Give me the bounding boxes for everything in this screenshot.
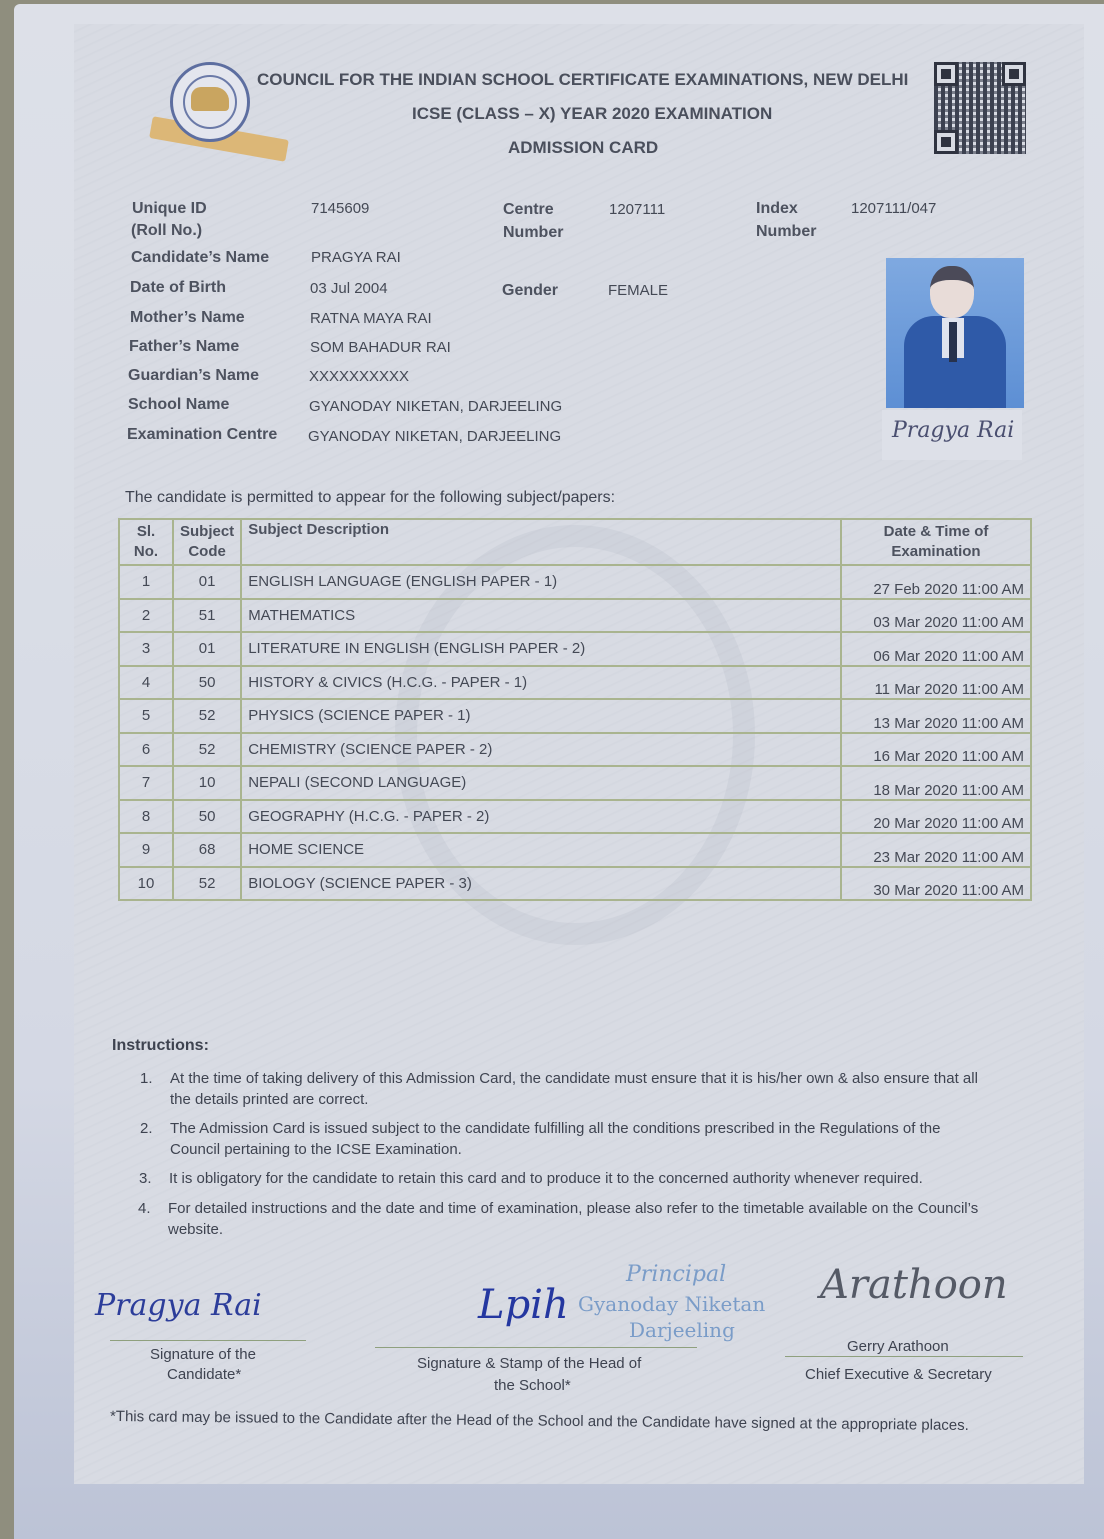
subject-description-cell: MATHEMATICS [241, 599, 841, 633]
subject-description-cell: LITERATURE IN ENGLISH (ENGLISH PAPER - 2) [241, 632, 841, 666]
sl-no-cell: 10 [119, 867, 173, 901]
sl-no-cell: 7 [119, 766, 173, 800]
sl-no-cell: 5 [119, 699, 173, 733]
subject-code-cell: 50 [173, 800, 241, 834]
subject-code-cell: 68 [173, 833, 241, 867]
candidate-signature: Pragya Rai [95, 1288, 262, 1323]
secretary-name: Gerry Arathoon [847, 1338, 949, 1355]
subjects-intro: The candidate is permitted to appear for the following subject/papers: [125, 489, 616, 506]
father-name-value: SOM BAHADUR RAI [310, 339, 451, 356]
table-row [119, 766, 1031, 800]
guardian-name-label: Guardian’s Name [128, 367, 260, 384]
col-sl-no: Sl. No. [119, 519, 173, 565]
exam-centre-label: Examination Centre [127, 426, 278, 443]
table-row [119, 666, 1031, 700]
sl-no-cell: 2 [119, 599, 173, 633]
col-subject-description: Subject Description [241, 519, 841, 565]
card-title: ADMISSION CARD [508, 138, 659, 157]
table-row [119, 733, 1031, 767]
subject-code-cell: 01 [173, 565, 241, 599]
table-row [119, 699, 1031, 733]
date-time-cell: 23 Mar 2020 11:00 AM [841, 833, 1031, 867]
council-name: COUNCIL FOR THE INDIAN SCHOOL CERTIFICATE EXAMINATIONS, NEW DELHI [257, 70, 909, 89]
sl-no-cell: 8 [119, 800, 173, 834]
date-time-cell: 16 Mar 2020 11:00 AM [841, 733, 1031, 767]
table-row [119, 833, 1031, 867]
dob-label: Date of Birth [130, 279, 226, 296]
head-signature-label: Signature & Stamp of the Head of [417, 1355, 642, 1372]
date-time-cell: 27 Feb 2020 11:00 AM [841, 565, 1031, 599]
date-time-cell: 03 Mar 2020 11:00 AM [841, 599, 1031, 633]
subject-description-cell: HISTORY & CIVICS (H.C.G. - PAPER - 1) [241, 666, 841, 700]
table-row [119, 632, 1031, 666]
school-stamp-name: Gyanoday Niketan [578, 1292, 766, 1316]
mother-name-value: RATNA MAYA RAI [310, 310, 432, 327]
sl-no-cell: 3 [119, 632, 173, 666]
candidate-signature-label-2: Candidate* [167, 1366, 242, 1383]
subject-description-cell: ENGLISH LANGUAGE (ENGLISH PAPER - 1) [241, 565, 841, 599]
photo-signature-strip [882, 410, 1022, 460]
roll-no-label: (Roll No.) [131, 222, 203, 239]
centre-label: Centre [503, 201, 554, 218]
subject-code-cell: 52 [173, 867, 241, 901]
sl-no-cell: 9 [119, 833, 173, 867]
subject-code-cell: 50 [173, 666, 241, 700]
sl-no-cell: 1 [119, 565, 173, 599]
centre-number-value: 1207111 [609, 201, 666, 218]
table-row [119, 565, 1031, 599]
subject-code-cell: 01 [173, 632, 241, 666]
candidate-name-value: PRAGYA RAI [311, 249, 401, 266]
head-signature: Lpih [478, 1282, 569, 1328]
dob-value: 03 Jul 2004 [310, 280, 388, 297]
secretary-signature-line [785, 1356, 1023, 1357]
subject-description-cell: CHEMISTRY (SCIENCE PAPER - 2) [241, 733, 841, 767]
subject-code-cell: 10 [173, 766, 241, 800]
date-time-cell: 20 Mar 2020 11:00 AM [841, 800, 1031, 834]
gender-label: Gender [502, 282, 559, 299]
secretary-title: Chief Executive & Secretary [805, 1366, 992, 1383]
subject-code-cell: 52 [173, 733, 241, 767]
elephant-icon [191, 87, 229, 111]
date-time-cell: 11 Mar 2020 11:00 AM [841, 666, 1031, 700]
subject-description-cell: HOME SCIENCE [241, 833, 841, 867]
col-date-time: Date & Time of Examination [841, 519, 1031, 565]
mother-name-label: Mother’s Name [130, 309, 245, 326]
candidate-name-label: Candidate’s Name [131, 249, 270, 266]
exam-centre-value: GYANODAY NIKETAN, DARJEELING [308, 428, 562, 445]
unique-id-value: 7145609 [311, 200, 370, 217]
subjects-table [118, 518, 1032, 901]
subject-code-cell: 52 [173, 699, 241, 733]
date-time-cell: 06 Mar 2020 11:00 AM [841, 632, 1031, 666]
unique-id-label: Unique ID [132, 200, 207, 217]
footnote: *This card may be issued to the Candidate after the Head of the School and the Candidate have signed at the appropriate places. [109, 1408, 969, 1434]
school-stamp-principal: Principal [626, 1262, 727, 1287]
index-number-value: 1207111/047 [851, 200, 937, 217]
subject-description-cell: NEPALI (SECOND LANGUAGE) [241, 766, 841, 800]
sl-no-cell: 6 [119, 733, 173, 767]
date-time-cell: 30 Mar 2020 11:00 AM [841, 867, 1031, 901]
photo-signature: Pragya Rai [892, 418, 1015, 443]
secretary-signature: Arathoon [820, 1262, 1008, 1308]
table-header-row [119, 519, 1031, 565]
candidate-signature-line [110, 1340, 306, 1341]
centre-number-label: Number [503, 224, 564, 241]
sl-no-cell: 4 [119, 666, 173, 700]
index-label: Index [756, 200, 798, 217]
head-signature-line [375, 1347, 697, 1348]
subject-code-cell: 51 [173, 599, 241, 633]
school-stamp-place: Darjeeling [629, 1318, 735, 1342]
date-time-cell: 18 Mar 2020 11:00 AM [841, 766, 1031, 800]
table-row [119, 599, 1031, 633]
col-subject-code: Subject Code [173, 519, 241, 565]
qr-code-icon [934, 62, 1026, 154]
guardian-name-value: XXXXXXXXXX [309, 368, 410, 385]
subject-description-cell: GEOGRAPHY (H.C.G. - PAPER - 2) [241, 800, 841, 834]
table-row [119, 867, 1031, 901]
date-time-cell: 13 Mar 2020 11:00 AM [841, 699, 1031, 733]
index-number-label: Number [756, 223, 817, 240]
exam-title: ICSE (CLASS – X) YEAR 2020 EXAMINATION [412, 104, 773, 123]
subject-description-cell: BIOLOGY (SCIENCE PAPER - 3) [241, 867, 841, 901]
cisce-logo-icon [170, 62, 250, 142]
instructions-title: Instructions: [112, 1037, 209, 1054]
candidate-signature-label: Signature of the [150, 1346, 256, 1363]
school-name-label: School Name [128, 396, 230, 413]
subject-description-cell: PHYSICS (SCIENCE PAPER - 1) [241, 699, 841, 733]
gender-value: FEMALE [608, 282, 669, 299]
candidate-photo-icon [886, 258, 1024, 408]
father-name-label: Father’s Name [129, 338, 240, 355]
table-row [119, 800, 1031, 834]
head-signature-label-2: the School* [494, 1377, 571, 1394]
school-name-value: GYANODAY NIKETAN, DARJEELING [309, 398, 563, 415]
